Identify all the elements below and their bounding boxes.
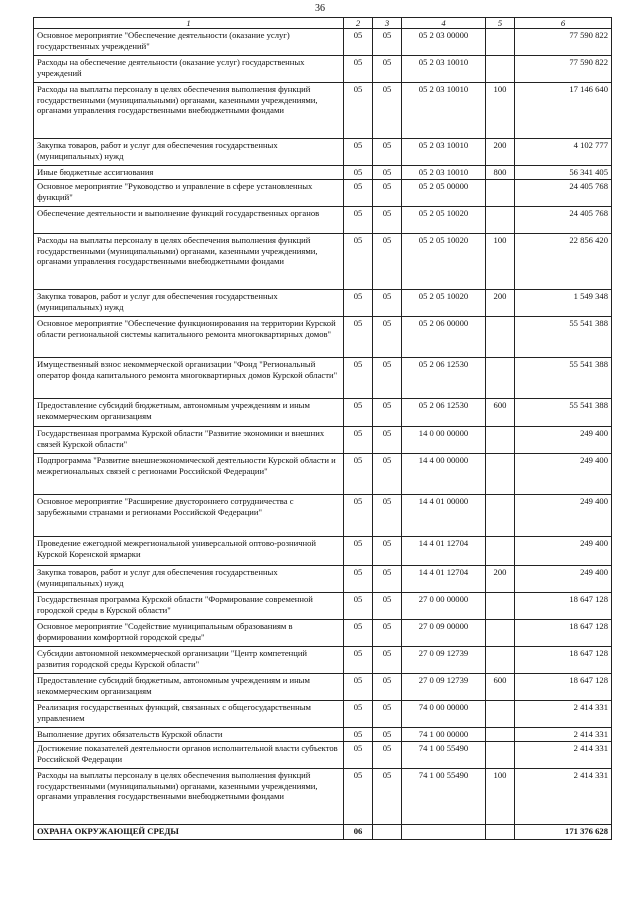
row-subsection: 05: [373, 674, 402, 701]
table-row: [34, 647, 612, 674]
row-name: Проведение ежегодной межрегиональной универсальной оптово-розничной Курской Коренской ярмарки: [34, 537, 344, 566]
row-name: Основное мероприятие "Обеспечение функционирования на территории Курской области региональной системы капитального ремонта многоквартирных домов": [34, 317, 344, 358]
row-target-article: 74 1 00 55490: [402, 769, 486, 825]
row-name: Основное мероприятие "Содействие муниципальным образованиям в формировании комфортной городской среды": [34, 620, 344, 647]
row-expense-type: 100: [486, 234, 515, 290]
row-expense-type: [486, 427, 515, 454]
row-name: Подпрограмма "Развитие внешнеэкономической деятельности Курской области и межрегиональных связей с регионами Российской Федерации": [34, 454, 344, 495]
table-row: [34, 728, 612, 742]
row-target-article: 14 4 00 00000: [402, 454, 486, 495]
row-amount: 2 414 331: [515, 769, 612, 825]
row-target-article: 27 0 09 12739: [402, 647, 486, 674]
row-subsection: 05: [373, 427, 402, 454]
row-name: Государственная программа Курской области "Развитие экономики и внешних связей Курской области": [34, 427, 344, 454]
row-name: Предоставление субсидий бюджетным, автономным учреждениям и иным некоммерческим организациям: [34, 399, 344, 427]
row-subsection: 05: [373, 454, 402, 495]
row-target-article: 05 2 03 00000: [402, 29, 486, 56]
row-target-article: 05 2 06 00000: [402, 317, 486, 358]
table-row: [34, 290, 612, 317]
row-target-article: 05 2 05 10020: [402, 207, 486, 234]
row-expense-type: 600: [486, 674, 515, 701]
row-target-article: 74 1 00 00000: [402, 728, 486, 742]
row-name: Субсидии автономной некоммерческой организации "Центр компетенций развития городской среды Курской области": [34, 647, 344, 674]
row-subsection: 05: [373, 728, 402, 742]
row-amount: 171 376 628: [515, 825, 612, 840]
row-section: 05: [344, 207, 373, 234]
row-target-article: 05 2 06 12530: [402, 358, 486, 399]
row-expense-type: 800: [486, 166, 515, 180]
table-row: [34, 180, 612, 207]
page-number: 36: [315, 3, 325, 14]
row-subsection: 05: [373, 234, 402, 290]
row-section: 05: [344, 454, 373, 495]
row-subsection: 05: [373, 399, 402, 427]
row-section: 05: [344, 83, 373, 139]
row-amount: 2 414 331: [515, 701, 612, 728]
row-subsection: 05: [373, 290, 402, 317]
table-row: [34, 207, 612, 234]
row-subsection: 05: [373, 139, 402, 166]
row-expense-type: [486, 701, 515, 728]
row-subsection: 05: [373, 593, 402, 620]
row-expense-type: [486, 593, 515, 620]
row-target-article: 05 2 03 10010: [402, 166, 486, 180]
row-section: 05: [344, 317, 373, 358]
table-row: [34, 674, 612, 701]
row-name: Закупка товаров, работ и услуг для обеспечения государственных (муниципальных) нужд: [34, 566, 344, 593]
row-amount: 22 856 420: [515, 234, 612, 290]
row-amount: 77 590 822: [515, 56, 612, 83]
row-subsection: 05: [373, 495, 402, 537]
row-amount: 56 341 405: [515, 166, 612, 180]
row-target-article: 05 2 03 10010: [402, 56, 486, 83]
row-expense-type: 100: [486, 769, 515, 825]
row-name: Основное мероприятие "Обеспечение деятельности (оказание услуг) государственных учреждений": [34, 29, 344, 56]
row-expense-type: 200: [486, 290, 515, 317]
row-amount: 55 541 388: [515, 317, 612, 358]
row-amount: 55 541 388: [515, 358, 612, 399]
table-row: [34, 620, 612, 647]
row-amount: 18 647 128: [515, 593, 612, 620]
budget-table: [33, 17, 612, 840]
row-section: 05: [344, 290, 373, 317]
row-amount: 4 102 777: [515, 139, 612, 166]
row-target-article: [402, 825, 486, 840]
table-row: [34, 566, 612, 593]
row-section: 05: [344, 593, 373, 620]
column-header-amount: 6: [515, 18, 612, 29]
row-name: Реализация государственных функций, связанных с общегосударственным управлением: [34, 701, 344, 728]
row-section: 05: [344, 56, 373, 83]
row-expense-type: 200: [486, 566, 515, 593]
row-section: 05: [344, 537, 373, 566]
row-subsection: 05: [373, 769, 402, 825]
row-name: Достижение показателей деятельности органов исполнительной власти субъектов Российской Федерации: [34, 742, 344, 769]
row-expense-type: [486, 207, 515, 234]
row-subsection: 05: [373, 647, 402, 674]
row-subsection: [373, 825, 402, 840]
row-expense-type: [486, 742, 515, 769]
row-expense-type: [486, 495, 515, 537]
row-target-article: 05 2 03 10010: [402, 139, 486, 166]
row-name: Основное мероприятие "Расширение двустороннего сотрудничества с зарубежными странами и регионами Российской Федерации": [34, 495, 344, 537]
row-subsection: 05: [373, 566, 402, 593]
row-subsection: 05: [373, 180, 402, 207]
row-subsection: 05: [373, 358, 402, 399]
row-section: 05: [344, 139, 373, 166]
row-section: 05: [344, 495, 373, 537]
row-subsection: 05: [373, 742, 402, 769]
row-name: Государственная программа Курской области "Формирование современной городской среды в Курской области": [34, 593, 344, 620]
row-name: Иные бюджетные ассигнования: [34, 166, 344, 180]
column-header-expense-type: 5: [486, 18, 515, 29]
row-expense-type: [486, 454, 515, 495]
table-row: [34, 56, 612, 83]
row-amount: 18 647 128: [515, 674, 612, 701]
row-name: Закупка товаров, работ и услуг для обеспечения государственных (муниципальных) нужд: [34, 139, 344, 166]
row-amount: 18 647 128: [515, 620, 612, 647]
row-amount: 2 414 331: [515, 728, 612, 742]
row-subsection: 05: [373, 56, 402, 83]
row-name: Имущественный взнос некоммерческой организации "Фонд "Региональный оператор фонда капитального ремонта многоквартирных домов Курской области": [34, 358, 344, 399]
row-amount: 24 405 768: [515, 207, 612, 234]
column-header-name: 1: [34, 18, 344, 29]
row-target-article: 14 0 00 00000: [402, 427, 486, 454]
row-amount: 249 400: [515, 454, 612, 495]
row-amount: 2 414 331: [515, 742, 612, 769]
table-row: [34, 166, 612, 180]
row-name: Основное мероприятие "Руководство и управление в сфере установленных функций": [34, 180, 344, 207]
table-row: [34, 358, 612, 399]
table-row: [34, 593, 612, 620]
table-row: [34, 317, 612, 358]
row-section: 05: [344, 647, 373, 674]
table-header-row: [34, 18, 612, 29]
column-header-section: 2: [344, 18, 373, 29]
row-amount: 55 541 388: [515, 399, 612, 427]
table-row: [34, 769, 612, 825]
row-section: 05: [344, 566, 373, 593]
row-name: Расходы на выплаты персоналу в целях обеспечения выполнения функций государственными (муниципальными) органами, казенными учреждениями, органами управления государственными внебюджетными фондами: [34, 234, 344, 290]
row-section: 06: [344, 825, 373, 840]
row-target-article: 05 2 06 12530: [402, 399, 486, 427]
row-name: Выполнение других обязательств Курской области: [34, 728, 344, 742]
row-expense-type: 200: [486, 139, 515, 166]
row-target-article: 05 2 03 10010: [402, 83, 486, 139]
table-row: [34, 399, 612, 427]
row-section: 05: [344, 29, 373, 56]
row-target-article: 05 2 05 00000: [402, 180, 486, 207]
row-target-article: 27 0 00 00000: [402, 593, 486, 620]
row-amount: 18 647 128: [515, 647, 612, 674]
row-target-article: 05 2 05 10020: [402, 290, 486, 317]
column-header-target-article: 4: [402, 18, 486, 29]
row-expense-type: [486, 537, 515, 566]
row-section: 05: [344, 399, 373, 427]
row-target-article: 27 0 09 12739: [402, 674, 486, 701]
row-name: Расходы на обеспечение деятельности (оказание услуг) государственных учреждений: [34, 56, 344, 83]
row-section: 05: [344, 180, 373, 207]
row-target-article: 74 0 00 00000: [402, 701, 486, 728]
row-subsection: 05: [373, 207, 402, 234]
row-subsection: 05: [373, 317, 402, 358]
row-name: ОХРАНА ОКРУЖАЮЩЕЙ СРЕДЫ: [34, 825, 344, 840]
row-expense-type: [486, 317, 515, 358]
row-expense-type: [486, 56, 515, 83]
table-row: [34, 701, 612, 728]
row-amount: 249 400: [515, 566, 612, 593]
row-target-article: 74 1 00 55490: [402, 742, 486, 769]
row-amount: 249 400: [515, 537, 612, 566]
table-row: [34, 825, 612, 840]
table-row: [34, 454, 612, 495]
row-expense-type: [486, 825, 515, 840]
row-section: 05: [344, 620, 373, 647]
row-target-article: 27 0 09 00000: [402, 620, 486, 647]
table-row: [34, 234, 612, 290]
table-row: [34, 427, 612, 454]
row-section: 05: [344, 674, 373, 701]
row-target-article: 14 4 01 12704: [402, 537, 486, 566]
column-header-subsection: 3: [373, 18, 402, 29]
row-section: 05: [344, 728, 373, 742]
row-expense-type: [486, 29, 515, 56]
table-row: [34, 495, 612, 537]
row-subsection: 05: [373, 83, 402, 139]
row-name: Расходы на выплаты персоналу в целях обеспечения выполнения функций государственными (муниципальными) органами, казенными учреждениями, органами управления государственными внебюджетными фондами: [34, 769, 344, 825]
row-section: 05: [344, 701, 373, 728]
row-amount: 17 146 640: [515, 83, 612, 139]
row-expense-type: [486, 180, 515, 207]
row-amount: 1 549 348: [515, 290, 612, 317]
row-section: 05: [344, 427, 373, 454]
row-amount: 77 590 822: [515, 29, 612, 56]
row-amount: 249 400: [515, 427, 612, 454]
row-subsection: 05: [373, 166, 402, 180]
row-section: 05: [344, 358, 373, 399]
table-row: [34, 742, 612, 769]
row-subsection: 05: [373, 620, 402, 647]
table-row: [34, 83, 612, 139]
row-expense-type: [486, 647, 515, 674]
row-section: 05: [344, 234, 373, 290]
row-expense-type: 600: [486, 399, 515, 427]
table-row: [34, 537, 612, 566]
row-expense-type: [486, 728, 515, 742]
row-subsection: 05: [373, 701, 402, 728]
row-section: 05: [344, 742, 373, 769]
row-name: Предоставление субсидий бюджетным, автономным учреждениям и иным некоммерческим организациям: [34, 674, 344, 701]
row-target-article: 14 4 01 12704: [402, 566, 486, 593]
row-subsection: 05: [373, 537, 402, 566]
row-name: Закупка товаров, работ и услуг для обеспечения государственных (муниципальных) нужд: [34, 290, 344, 317]
row-amount: 249 400: [515, 495, 612, 537]
row-subsection: 05: [373, 29, 402, 56]
row-target-article: 14 4 01 00000: [402, 495, 486, 537]
row-expense-type: 100: [486, 83, 515, 139]
row-amount: 24 405 768: [515, 180, 612, 207]
table-row: [34, 139, 612, 166]
row-expense-type: [486, 620, 515, 647]
row-section: 05: [344, 769, 373, 825]
row-name: Обеспечение деятельности и выполнение функций государственных органов: [34, 207, 344, 234]
row-section: 05: [344, 166, 373, 180]
table-row: [34, 29, 612, 56]
row-name: Расходы на выплаты персоналу в целях обеспечения выполнения функций государственными (муниципальными) органами, казенными учреждениями, органами управления государственными внебюджетными фондами: [34, 83, 344, 139]
row-expense-type: [486, 358, 515, 399]
row-target-article: 05 2 05 10020: [402, 234, 486, 290]
